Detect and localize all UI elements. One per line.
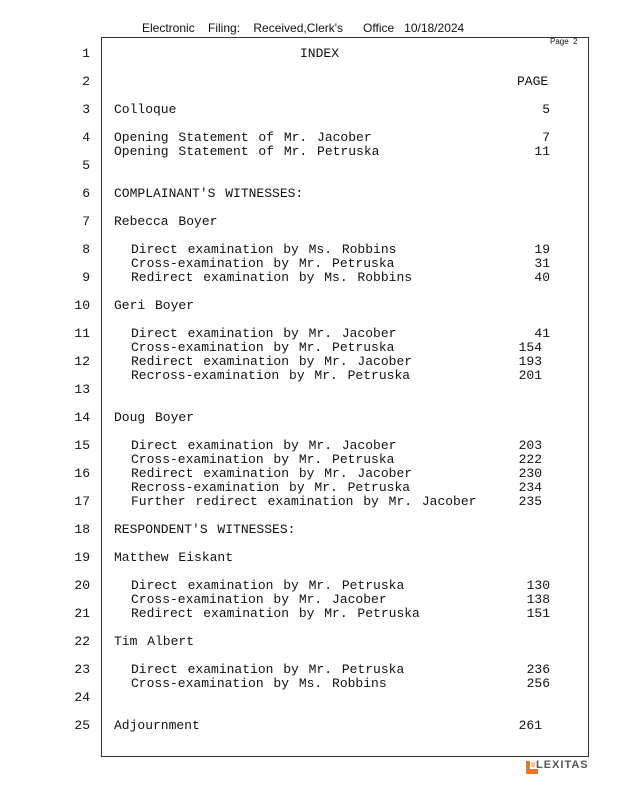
index-entry: Redirect examination by Mr. Jacober	[131, 354, 413, 369]
index-entry: Colloque	[114, 102, 177, 117]
index-entry-page: 40	[534, 270, 550, 285]
lexitas-logo-text: LEXITAS	[536, 759, 589, 771]
page-number: Page 2	[550, 37, 578, 46]
index-entry-page: 222	[518, 452, 542, 467]
index-entry: Redirect examination by Mr. Jacober	[131, 466, 413, 481]
line-number: 2	[82, 74, 90, 89]
index-entry-page: 201	[518, 368, 542, 383]
line-number: 19	[74, 550, 90, 565]
line-number: 22	[74, 634, 90, 649]
index-entry: Cross-examination by Ms. Robbins	[131, 676, 387, 691]
index-entry-page: 193	[518, 354, 542, 369]
line-number: 8	[82, 242, 90, 257]
index-entry: Direct examination by Mr. Jacober	[131, 438, 397, 453]
line-number: 14	[74, 410, 90, 425]
line-number: 17	[74, 494, 90, 509]
index-entry: Opening Statement of Mr. Petruska	[114, 144, 380, 159]
index-entry: Direct examination by Mr. Petruska	[131, 578, 405, 593]
line-number: 13	[74, 382, 90, 397]
index-entry: Cross-examination by Mr. Jacober	[131, 592, 387, 607]
index-entry-page: 154	[518, 340, 542, 355]
index-entry: Adjournment	[114, 718, 200, 733]
index-entry-page: 7	[542, 130, 550, 145]
index-title: INDEX	[300, 46, 340, 61]
index-entry: Direct examination by Mr. Jacober	[131, 326, 397, 341]
index-entry-page: 256	[526, 676, 550, 691]
index-entry: Opening Statement of Mr. Jacober	[114, 130, 372, 145]
witness-name: Rebecca Boyer	[114, 214, 218, 229]
index-entry-page: 236	[526, 662, 550, 677]
index-entry-page: 130	[526, 578, 550, 593]
index-entry-page: 138	[526, 592, 550, 607]
index-entry: Redirect examination by Ms. Robbins	[131, 270, 413, 285]
section-heading: COMPLAINANT'S WITNESSES:	[114, 186, 304, 201]
index-entry: Recross-examination by Mr. Petruska	[131, 480, 411, 495]
index-entry-page: 234	[518, 480, 542, 495]
line-number: 7	[82, 214, 90, 229]
lexitas-logo	[524, 757, 594, 779]
line-number: 6	[82, 186, 90, 201]
line-number: 21	[74, 606, 90, 621]
line-number: 9	[82, 270, 90, 285]
index-entry-page: 31	[534, 256, 550, 271]
index-entry-page: 41	[534, 326, 550, 341]
witness-name: Geri Boyer	[114, 298, 195, 313]
line-number: 25	[74, 718, 90, 733]
line-number: 18	[74, 522, 90, 537]
index-entry: Redirect examination by Mr. Petruska	[131, 606, 420, 621]
index-entry: Cross-examination by Mr. Petruska	[131, 340, 395, 355]
index-entry: Cross-examination by Mr. Petruska	[131, 256, 395, 271]
index-entry-page: 11	[534, 144, 550, 159]
index-entry-page: 19	[534, 242, 550, 257]
line-number: 1	[82, 46, 90, 61]
index-entry-page: 5	[542, 102, 550, 117]
line-number: 3	[82, 102, 90, 117]
line-number: 23	[74, 662, 90, 677]
witness-name: Doug Boyer	[114, 410, 195, 425]
index-entry-page: 151	[526, 606, 550, 621]
line-number: 20	[74, 578, 90, 593]
index-entry: Direct examination by Mr. Petruska	[131, 662, 405, 677]
line-number: 12	[74, 354, 90, 369]
page-column-heading: PAGE	[517, 74, 549, 89]
line-number: 5	[82, 158, 90, 173]
index-entry: Further redirect examination by Mr. Jacober	[131, 494, 477, 509]
line-number: 15	[74, 438, 90, 453]
line-number: 11	[74, 326, 90, 341]
filing-stamp: Electronic Filing: Received,Clerk's Office 10/18/2024	[142, 21, 465, 35]
witness-name: Matthew Eiskant	[114, 550, 234, 565]
index-entry-page: 230	[518, 466, 542, 481]
index-entry: Direct examination by Ms. Robbins	[131, 242, 397, 257]
index-entry-page: 235	[518, 494, 542, 509]
line-number: 4	[82, 130, 90, 145]
index-entry-page: 261	[518, 718, 542, 733]
line-number: 16	[74, 466, 90, 481]
line-number: 10	[74, 298, 90, 313]
index-entry: Cross-examination by Mr. Petruska	[131, 452, 395, 467]
witness-name: Tim Albert	[114, 634, 195, 649]
section-heading: RESPONDENT'S WITNESSES:	[114, 522, 296, 537]
line-number: 24	[74, 690, 90, 705]
index-entry-page: 203	[518, 438, 542, 453]
index-entry: Recross-examination by Mr. Petruska	[131, 368, 411, 383]
